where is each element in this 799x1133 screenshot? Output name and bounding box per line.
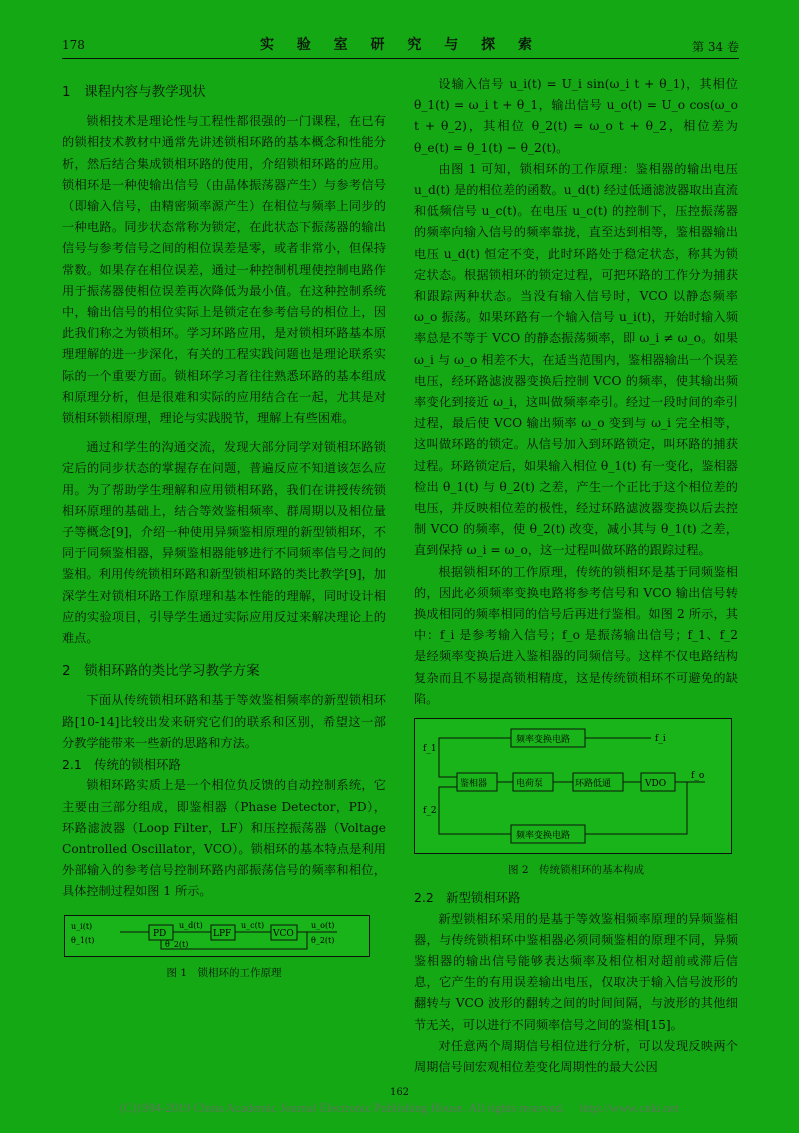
paragraph: 根据锁相环的工作原理，传统的锁相环是基于同频鉴相的，因此必须频率变换电路将参考信号和 VCO 输出信号转换成相同的频率相同的信号后再进行鉴相。如图 2 所示，其中：f_i 是参考输入信号；f_o 是振荡输出信号；f_1、f_2 是经频率变换后进入鉴相器的同频信号。这样不仅电路结构复杂而且不易提高锁相精度，这是传统锁相环不可避免的缺陷。 bbox=[414, 564, 738, 706]
section-2-2-title: 2.2 新型锁相环路 bbox=[414, 890, 521, 906]
paragraph: 设输入信号 u_i(t) = U_i sin(ω_i t + θ_1)，其相位 θ_1(t) = ω_i t + θ_1，输出信号 u_o(t) = U_o cos(ω_o t + θ_2)，其相位 θ_2(t) = ω_o t + θ_2，相位差为 θ_e(t) = θ_1(t) − θ_2(t)。 bbox=[414, 77, 738, 155]
figure-1 bbox=[64, 915, 370, 957]
fig1-label-uo: u_o(t) bbox=[311, 920, 335, 930]
fig1-label-ui: u_i(t) bbox=[71, 921, 93, 931]
section-2-1-title: 2.1 传统的锁相环路 bbox=[62, 757, 181, 773]
figure-1-diagram bbox=[65, 916, 369, 956]
fig2-label-f1: f_1 bbox=[423, 744, 437, 755]
fig2-label-fi: f_i bbox=[655, 734, 666, 745]
fig1-label-theta2-feedback: θ_2(t) bbox=[165, 939, 189, 949]
journal-title: 实 验 室 研 究 与 探 索 bbox=[259, 37, 542, 53]
fig1-vco-label: VCO bbox=[273, 928, 294, 939]
fig1-label-ud: u_d(t) bbox=[179, 920, 203, 930]
copyright-footer: (C)1994-2019 China Academic Journal Electronic Publishing House. All rights reserved. http://www.cnki.net bbox=[119, 1101, 680, 1115]
paragraph: 对任意两个周期信号相位进行分析，可以发现反映两个周期信号间宏观相位差变化周期性的最大公因 bbox=[414, 1038, 738, 1074]
page-header bbox=[62, 34, 739, 56]
header-volume: 第 34 卷 bbox=[692, 40, 739, 54]
fig1-pd-label: PD bbox=[153, 928, 167, 939]
fig2-vco-label: VDO bbox=[645, 779, 667, 790]
paragraph: 锁相技术是理论性与工程性都很强的一门课程，在已有的锁相技术教材中通常先讲述锁相环路的基本概念和性能分析，然后结合集成锁相环路的使用，介绍锁相环路的应用。锁相环是一种使输出信号（由晶体振荡器产生）与参考信号（即输入信号，由精密频率源产生）在相位与频率上同步的一种电路。同步状态常称为锁定，在此状态下振荡器的输出信号与参考信号之间的相位误差是零，或者非常小，但保持常数。如果存在相位误差，通过一种控制机理使控制电路作用于振荡器使相位误差再次降低为最小值。在这种控制系统中，输出信号的相位实际上是锁定在参考信号的相位上，因此我们称之为锁相环。学习环路应用，是对锁相环路基本原理理解的进一步深化，有关的工程实践问题也是理论联系实际的一个重要方面。锁相环学习者往往熟悉环路的基本组成和原理分析，但是很难和实际的应用结合在一起，尤其是对锁相环锁相原理，理论与实践脱节，理解上有些困难。 bbox=[62, 114, 386, 426]
header-page-number: 178 bbox=[62, 38, 85, 52]
section-1-title: 1 课程内容与教学现状 bbox=[62, 84, 206, 100]
footer-page-number: 162 bbox=[389, 1087, 410, 1098]
fig1-label-theta1: θ_1(t) bbox=[71, 935, 95, 945]
fig1-lpf-label: LPF bbox=[213, 928, 232, 939]
figure-2-caption: 图 2 传统锁相环的基本构成 bbox=[507, 864, 645, 877]
fig2-lf-label: 环路低通 bbox=[575, 779, 612, 790]
right-column bbox=[414, 74, 738, 1078]
fig1-label-uc: u_c(t) bbox=[241, 920, 265, 930]
figure-2 bbox=[414, 718, 732, 854]
fig2-fc-top-label: 频率变换电路 bbox=[516, 735, 571, 746]
figure-1-caption: 图 1 锁相环的工作原理 bbox=[166, 966, 282, 979]
fig2-label-fo: f_o bbox=[691, 771, 705, 782]
figure-2-diagram bbox=[415, 719, 731, 853]
fig2-label-f2: f_2 bbox=[423, 806, 437, 817]
fig1-label-theta2-out: θ_2(t) bbox=[311, 935, 335, 945]
paragraph: 由图 1 可知，锁相环的工作原理：鉴相器的输出电压 u_d(t) 是的相位差的函数。u_d(t) 经过低通滤波器取出直流和低频信号 u_c(t)。在电压 u_c(t) 的控制下，压控振荡器的频率向输入信号的频率靠拢，直至达到相等，鉴相器输出电压 u_d(t) 恒定不变，此时环路处于稳定状态，称其为锁定状态。根据锁相环的锁定过程，可把环路的工作分为捕获和跟踪两种状态。当没有输入信号时，VCO 以静态频率 ω_o 振荡。如果环路有一个输入信号 u_i(t)，开始时输入频率总是不等于 VCO 的静态振荡频率，即 ω_i ≠ ω_o。如果 ω_i 与 ω_o 相差不大，在适当范围内，鉴相器输出一个误差电压，经环路滤波器变换后控制 VCO 的频率，使其输出频率变化到接近 ω_i，这叫做频率牵引。经过一段时间的牵引过程，最后使 VCO 输出频率 ω_o 变到与 ω_i 完全相等，这叫做环路的锁定。从信号加入到环路锁定，叫环路的捕获过程。环路锁定后，如果输入相位 θ_1(t) 有一变化，鉴相器检出 θ_1(t) 与 θ_2(t) 之差，产生一个正比于这个相位差的电压，并反映相位差的极性，经过环路滤波器变换以后去控制 VCO 的频率，使 θ_2(t) 改变，减小其与 θ_1(t) 之差，直到保持 ω_i = ω_o，这一过程叫做环路的跟踪过程。 bbox=[414, 161, 738, 558]
left-column bbox=[62, 78, 386, 990]
fig2-cp-label: 电荷泵 bbox=[516, 779, 544, 790]
header-rule bbox=[62, 58, 739, 59]
fig2-fc-bottom-label: 频率变换电路 bbox=[516, 831, 571, 842]
paragraph: 下面从传统锁相环路和基于等效鉴相频率的新型锁相环路[10-14]比较出发来研究它们的联系和区别，希望这一部分教学能带来一些新的思路和方法。 bbox=[62, 693, 386, 750]
fig2-pd-label: 鉴相器 bbox=[460, 779, 488, 790]
paragraph: 锁相环路实质上是一个相位负反馈的自动控制系统，它主要由三部分组成，即鉴相器（Phase Detector，PD），环路滤波器（Loop Filter，LF）和压控振荡器（Voltage Controlled Oscillator，VCO）。锁相环的基本特点是利用外部输入的参考信号控制环路内部振荡信号的频率和相位，具体控制过程如图 1 所示。 bbox=[62, 778, 386, 899]
section-2-title: 2 锁相环路的类比学习教学方案 bbox=[62, 663, 260, 680]
paragraph: 通过和学生的沟通交流，发现大部分同学对锁相环路锁定后的同步状态的掌握存在问题，普遍反应不知道该怎么应用。为了帮助学生理解和应用锁相环路，我们在讲授传统锁相环原理的基础上，结合等效鉴相频率、群周期以及相位量子等概念[9]，介绍一种使用异频鉴相原理的新型锁相环，不同于同频鉴相器，异频鉴相器能够进行不同频率信号之间的鉴相。利用传统锁相环路和新型锁相环路的类比教学[9]，加深学生对锁相环路工作原理和基本性能的理解，同时设计相应的实验项目，引导学生通过实际应用反过来解决理论上的难点。 bbox=[62, 440, 386, 646]
paragraph: 新型锁相环采用的是基于等效鉴相频率原理的异频鉴相器，与传统锁相环中鉴相器必须同频鉴相的原理不同，异频鉴相器的输出信号能够表达频率及相位相对超前或滞后信息，它产生的有用误差输出电压，仅取决于输入信号波形的翻转与 VCO 波形的翻转之间的时间间隔，与波形的其他细节无关，可以进行不同频率信号之间的鉴相[15]。 bbox=[414, 911, 738, 1032]
